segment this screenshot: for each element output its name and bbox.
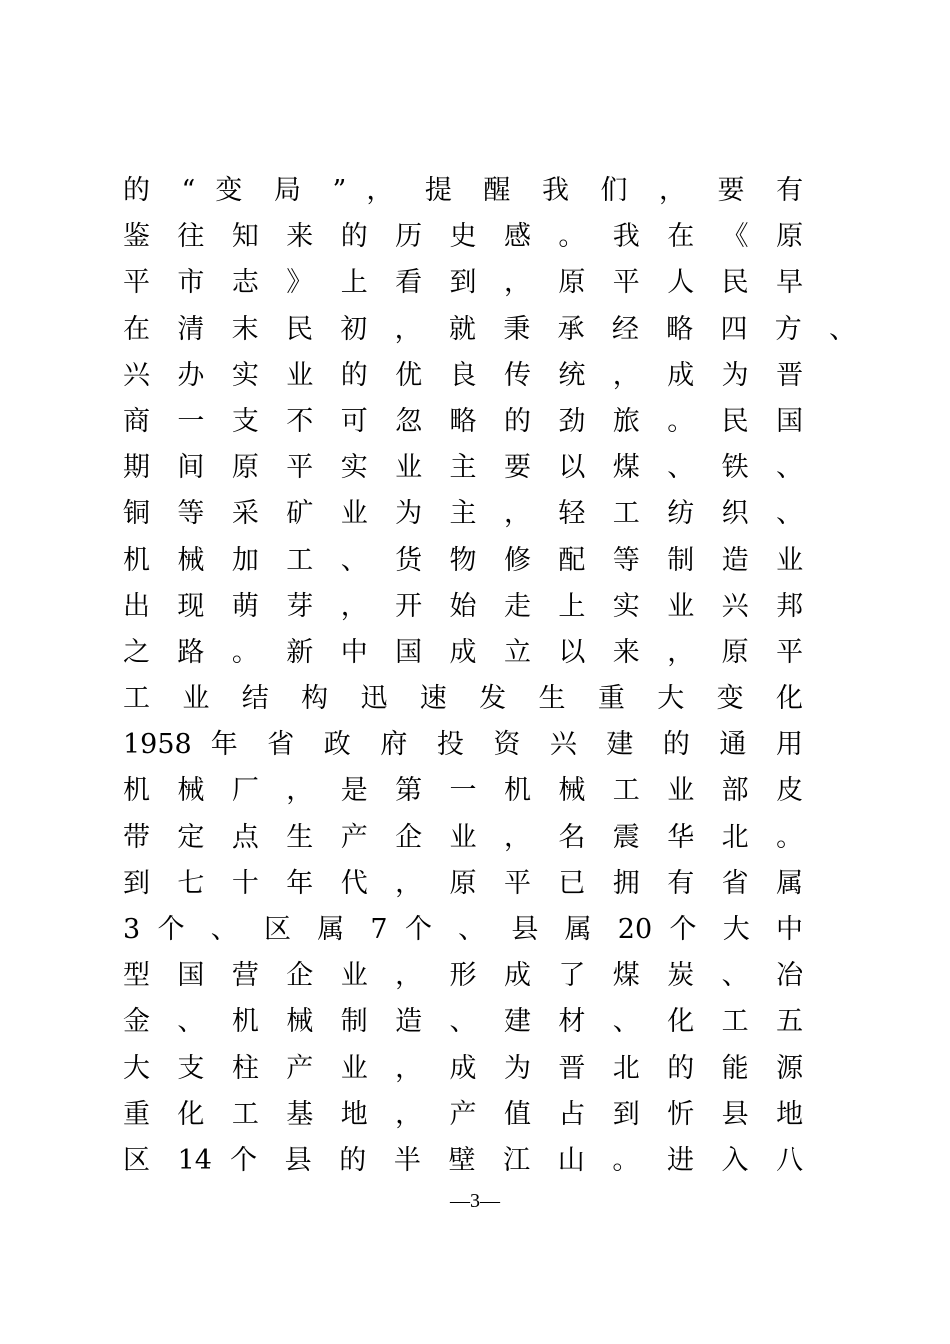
- text-line: 平 市 志 》 上 看 到 ， 原 平 人 民 早: [123, 267, 804, 299]
- text-line: 机 械 加 工 、 货 物 修 配 等 制 造 业: [123, 544, 804, 576]
- text-line: 3 个 、 区 属 7 个 、 县 属 20 个 大 中: [123, 914, 803, 945]
- text-line: 带 定 点 生 产 企 业 ， 名 震 华 北 。: [123, 821, 804, 853]
- text-line: 型 国 营 企 业 ， 形 成 了 煤 炭 、 冶: [123, 960, 804, 992]
- text-line: 的 “ 变 局 ” ， 提 醒 我 们 ， 要 有: [123, 175, 804, 206]
- text-line: 重 化 工 基 地 ， 产 值 占 到 忻 县 地: [123, 1098, 804, 1130]
- text-line: 金 、 机 械 制 造 、 建 材 、 化 工 五: [123, 1006, 804, 1038]
- text-line: 工 业 结 构 迅 速 发 生 重 大 变 化: [123, 683, 803, 715]
- text-line: 之 路 。 新 中 国 成 立 以 来 ， 原 平: [123, 636, 804, 668]
- text-line: 出 现 萌 芽 ， 开 始 走 上 实 业 兴 邦: [123, 590, 804, 622]
- text-line: 商 一 支 不 可 忽 略 的 劲 旅 。 民 国: [123, 405, 804, 437]
- text-line: 在 清 末 民 初 ， 就 秉 承 经 略 四 方 、: [123, 313, 857, 345]
- text-line: 机 械 厂 ， 是 第 一 机 械 工 业 部 皮: [123, 775, 804, 807]
- body-text: [123, 168, 857, 1184]
- text-line: 区 14 个 县 的 半 壁 江 山 。 进 入 八: [123, 1144, 804, 1176]
- page-number: —3—: [450, 1190, 500, 1212]
- text-line: 鉴 往 知 来 的 历 史 感 。 我 在 《 原: [123, 221, 804, 253]
- text-line: 铜 等 采 矿 业 为 主 ， 轻 工 纺 织 、: [123, 498, 804, 530]
- text-line: 到 七 十 年 代 ， 原 平 已 拥 有 省 属: [123, 867, 804, 899]
- text-line: 1958 年 省 政 府 投 资 兴 建 的 通 用: [123, 729, 803, 761]
- text-line: 大 支 柱 产 业 ， 成 为 晋 北 的 能 源: [123, 1052, 804, 1084]
- text-line: 兴 办 实 业 的 优 良 传 统 ， 成 为 晋: [123, 359, 804, 391]
- text-line: 期 间 原 平 实 业 主 要 以 煤 、 铁 、: [123, 452, 804, 484]
